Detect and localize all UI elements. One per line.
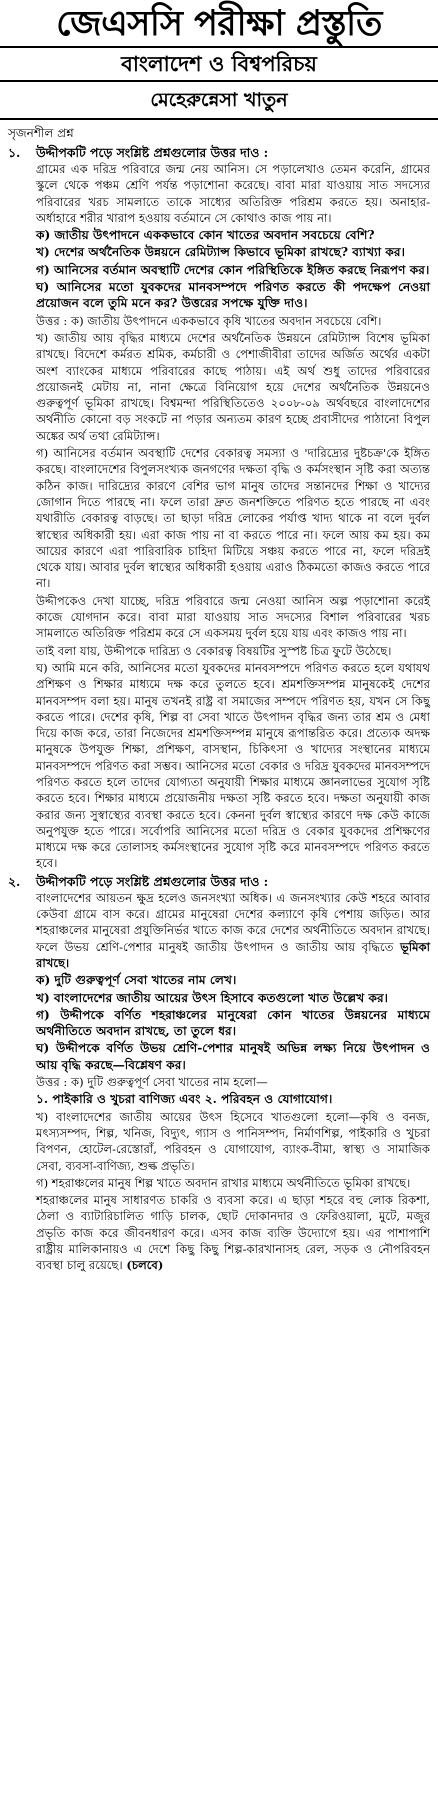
sub-question-gh: ঘ) আনিসের মতো যুবকদের মানবসম্পদে পরিণত করতে কী পদক্ষেপ নেওয়া প্রয়োজন বলে তুমি মনে কর? উত্তরের সপক্ষে যুক্তি দাও। [36, 280, 430, 311]
sub-question-k: ক) জাতীয় উৎপাদনে এককভাবে কোন খাতের অবদান সবচেয়ে বেশি? [36, 228, 375, 243]
answer-k: উত্তর : ক) জাতীয় উৎপাদনে এককভাবে কৃষি খাতের অবদান সবচেয়ে বেশি। [36, 313, 382, 328]
answer-g: গ) শহরাঞ্চলের মানুষ শিল্প খাতে অবদান রাখার মাধ্যমে অর্থনীতিতে ভূমিকা রাখছে। [36, 1175, 411, 1190]
question-instruction: উদ্দীপকটি পড়ে সংশ্লিষ্ট প্রশ্নগুলোর উত্তর দাও : [36, 873, 269, 889]
question-2 [8, 873, 430, 1274]
question-header [8, 144, 430, 161]
sub-question-k: ক) দুটি গুরুত্বপূর্ণ সেবা খাতের নাম লেখ। [36, 973, 237, 988]
answer-g: গ) আনিসের বর্তমান অবস্থাটি দেশের বেকারত্ব সমস্যা ও 'দারিদ্র্যের দুষ্টচক্র'কে ইঙ্গিত করছে। বাংলাদেশের বিপুলসংখ্যক জনগণের দক্ষতা বৃদ্ধি ও কর্মসংস্থান সৃষ্টি করা অত্যন্ত কঠিন কাজ। দারিদ্র্যের কারণে বেশির ভাগ মানুষ তাদের সন্তানদের শিক্ষা ও খাদ্যের জোগান দিতে পারছে না। ফলে তারা দ্রুত জনশক্তিতে পরিণত হতে পারছে না এবং যথারীতি বেকারত্ব বাড়ছে। তা ছাড়া দরিদ্র লোকের পর্যাপ্ত খাদ্য থাকে না বলে দুর্বল স্বাস্থ্যের অধিকারী হয়। এরা কাজ পায় না বা করতে পারে না। ফলে আয় কম হয়। কম আয়ের কারণে এরা পারিবারিক চাহিদা মিটিয়ে সঞ্চয় করতে পারে না, ফলে দরিদ্রই থেকে যায়। আবার দুর্বল স্বাস্থ্যের অধিকারী হওয়ায় এরাও ঠিকমতো কাজও করতে পারে না। [36, 446, 430, 591]
sub-question-kh: খ) দেশের অর্থনৈতিক উন্নয়নে রেমিট্যান্স কিভাবে ভূমিকা রাখছে? ব্যাখ্যা কর। [36, 245, 405, 260]
answer-kh: খ) বাংলাদেশের জাতীয় আয়ের উৎস হিসেবে খাতগুলো হলো—কৃষি ও বনজ, মৎস্যসম্পদ, শিল্প, খনিজ, বিদ্যুৎ, গ্যাস ও পানিসম্পদ, নির্মাণশিল্প, পাইকারি ও খুচরা বিপণন, হোটেল-রেস্তোরাঁ, পরিবহন ও যোগাযোগ, ব্যাংক-বীমা, স্বাস্থ্য ও সামাজিক সেবা, ব্যবসা-বাণিজ্য, শুল্ক প্রভৃতি। [36, 1109, 430, 1173]
question-header [8, 873, 430, 890]
question-instruction: উদ্দীপকটি পড়ে সংশ্লিষ্ট প্রশ্নগুলোর উত্তর দাও : [36, 145, 269, 160]
continued-note: (চলবে) [126, 1258, 164, 1273]
answer-g-paragraph [36, 1192, 430, 1273]
question-number: ১. [8, 145, 21, 160]
answer-g-conclusion: তাই বলা যায়, উদ্দীপকে দারিদ্র্য ও বেকারত্ব বিষয়টির সুস্পষ্ট চিত্র ফুটে উঠেছে। [36, 643, 392, 658]
answer-k-list: ১. পাইকারি ও খুচরা বাণিজ্য এবং ২. পরিবহন ও যোগাযোগ। [36, 1092, 333, 1107]
answer-g-text: শহরাঞ্চলের মানুষ সাধারণত চাকরি ও ব্যবসা করে। এ ছাড়া শহরে বহু লোক রিকশা, ঠেলা ও ব্যাটারিচালিত গাড়ি চালক, ছোট দোকানদার ও ফেরিওয়ালা, মুটে, মজুর প্রভৃতি কাজ করে জীবনধারণ করে। এসব কাজ ব্যক্তি উদ্যোগে হয়। এর পাশাপাশি রাষ্ট্রীয় মালিকানায়ও এ দেশে কিছু কিছু শিল্প-কারখানাসহ রেল, সড়ক ও নৌপরিবহন ব্যবস্থা চালু রয়েছে। [36, 1193, 430, 1273]
article-page [0, 2, 438, 1817]
answer-gh: ঘ) আমি মনে করি, আনিসের মতো যুবকদের মানবসম্পদে পরিণত করতে হলে যথাযথ প্রশিক্ষণ ও শিক্ষার মাধ্যমে দক্ষ করে তুলতে হবে। শ্রমশক্তিসম্পন্ন মানুষকেই দেশের মানবসম্পদ বলা হয়। মানুষ তখনই রাষ্ট্র বা সমাজের সম্পদে পরিণত হয়, যখন সে কিছু করতে পারে। দেশের কৃষি, শিল্প বা সেবা খাতে উৎপাদন বৃদ্ধির জন্য তার শ্রম ও মেধা দিয়ে কাজ করে, তারা নিজেদের শ্রমশক্তিসম্পন্ন মানুষে রূপান্তরিত করে। প্রত্যেক অদক্ষ মানুষকে উপযুক্ত শিক্ষা, প্রশিক্ষণ, বাসস্থান, চিকিৎসা ও খাদ্যের সংস্থানের মাধ্যমে মানবসম্পদে পরিণত করা সম্ভব। আনিসের মতো বেকার ও দরিদ্র যুবকদের মানবসম্পদে পরিণত করতে হলে তাদের যোগ্যতা অনুযায়ী শিক্ষার মাধ্যমে জ্ঞানলাভের সুযোগ সৃষ্টি করতে হবে। শিক্ষার মাধ্যমে প্রয়োজনীয় দক্ষতা সৃষ্টি করতে হবে। দক্ষতা অনুযায়ী কাজ করার জন্য সুস্বাস্থ্যের ব্যবস্থা করতে হবে। কেননা দুর্বল স্বাস্থ্যের কারণে দক্ষ কেউ কাজে অনুপযুক্ত হতে পারে। সর্বোপরি আনিসের মতো দরিদ্র ও বেকার যুবকদের প্রশিক্ষণের মাধ্যমে দক্ষ করে তোলাসহ কর্মসংস্থানের সুযোগ সৃষ্টি করে মানবসম্পদে পরিণত করতে হবে। [36, 660, 430, 871]
question-number: ২. [8, 873, 21, 889]
stimulus-main: বাংলাদেশের আয়তন ক্ষুদ্র হলেও জনসংখ্যা অধিক। এ জনসংখ্যার কেউ শহরে আবার কেউবা গ্রামে বাস করে। গ্রামের মানুষেরা দেশের কল্যাণে কৃষি পেশায় জড়িত। আর শহরাঞ্চলের মানুষেরা প্রযুক্তিনির্ভর খাতে কাজ করে দেশের অর্থনীতিতে অবদান রাখছে। ফলে উভয় শ্রেণি-পেশার মানুষই জাতীয় উৎপাদন ও জাতীয় আয় বৃদ্ধিতে [36, 890, 430, 954]
stimulus-text: গ্রামের এক দরিদ্র পরিবারে জন্ম নেয় আনিস। সে পড়ালেখাও তেমন করেনি, গ্রামের স্কুলে থেকে পঞ্চম শ্রেণি পর্যন্ত পড়াশোনা করেছে। বাবা মারা যাওয়ায় সাত সদস্যের পরিবারের খরচ সামলাতে তাকে সাধ্যের অতিরিক্ত পরিশ্রম করতে হয়। অনাহার-অর্ধাহারে শরীর খারাপ হওয়ায় বর্তমানে সে কোথাও কাজ পায় না। [36, 162, 430, 225]
sub-question-g: গ) উদ্দীপকে বর্ণিত শহরাঞ্চলের মানুষেরা কোন খাতের উন্নয়নের মাধ্যমে অর্থনীতিতে অবদান রাখছে, তা তুলে ধর। [36, 1007, 430, 1039]
sub-question-gh: ঘ) উদ্দীপকে বর্ণিত উভয় শ্রেণি-পেশার মানুষই অভিন্ন লক্ষ্য নিয়ে উৎপাদন ও আয় বৃদ্ধি করছে—বিশ্লেষণ কর। [36, 1041, 430, 1072]
answer-k: উত্তর : ক) দুটি গুরুত্বপূর্ণ সেবা খাতের নাম হলো— [36, 1075, 268, 1090]
sub-question-g: গ) আনিসের বর্তমান অবস্থাটি দেশের কোন পরিস্থিতিকে ইঙ্গিত করছে নিরূপণ কর। [36, 262, 430, 277]
author-name: মেহেরুন্নেসা খাতুন [0, 82, 438, 120]
answer-g-paragraph: উদ্দীপকেও দেখা যাচ্ছে, দরিদ্র পরিবারে জন্ম নেওয়া আনিস অল্প পড়াশোনা করেই কাজে যোগদান করে। বাবা মারা যাওয়ায় সাত সদস্যের বিশাল পরিবারের খরচ সামলাতে অতিরিক্ত পরিশ্রম করে সে একসময় দুর্বল হয়ে যায় এবং কাজও পায় না। [36, 593, 430, 641]
section-label: সৃজনশীল প্রশ্ন [8, 126, 74, 140]
page-title: জেএসসি পরীক্ষা প্রস্তুতি [56, 3, 382, 44]
subject-title: বাংলাদেশ ও বিশ্বপরিচয় [0, 46, 438, 82]
sub-question-kh: খ) বাংলাদেশের জাতীয় আয়ের উৎস হিসাবে কতগুলো খাত উল্লেখ কর। [36, 990, 389, 1005]
stimulus-text [36, 890, 430, 971]
question-1 [8, 144, 430, 872]
answer-kh: খ) জাতীয় আয় বৃদ্ধির মাধ্যমে দেশের অর্থনৈতিক উন্নয়নে রেমিট্যান্স বিশেষ ভূমিকা রাখছে। বিদেশে কর্মরত শ্রমিক, কর্মচারী ও পেশাজীবীরা তাদের অর্জিত অর্থের একটা অংশ ব্যাংকের মাধ্যমে পরিবারের কাছে পাঠায়। এই অর্থ শুধু তাদের পরিবারের প্রয়োজনই মেটায় না, নানা ক্ষেত্রে বিনিয়োগ হয়ে দেশের অর্থনৈতিক উন্নয়নেও গুরুত্বপূর্ণ ভূমিকা রাখছে। বিশ্বমন্দা পরিস্থিতিতেও ২০০৮-০৯ অর্থবছরে বাংলাদেশের অর্থনীতি কোনো বড় সংকটে না পড়ার অন্যতম কারণ হচ্ছে প্রবাসীদের পাঠানো বিপুল অঙ্কের অর্থ তথা রেমিট্যান্স। [36, 330, 430, 443]
stimulus-bold: ভূমিকা রাখছে। [36, 939, 430, 970]
